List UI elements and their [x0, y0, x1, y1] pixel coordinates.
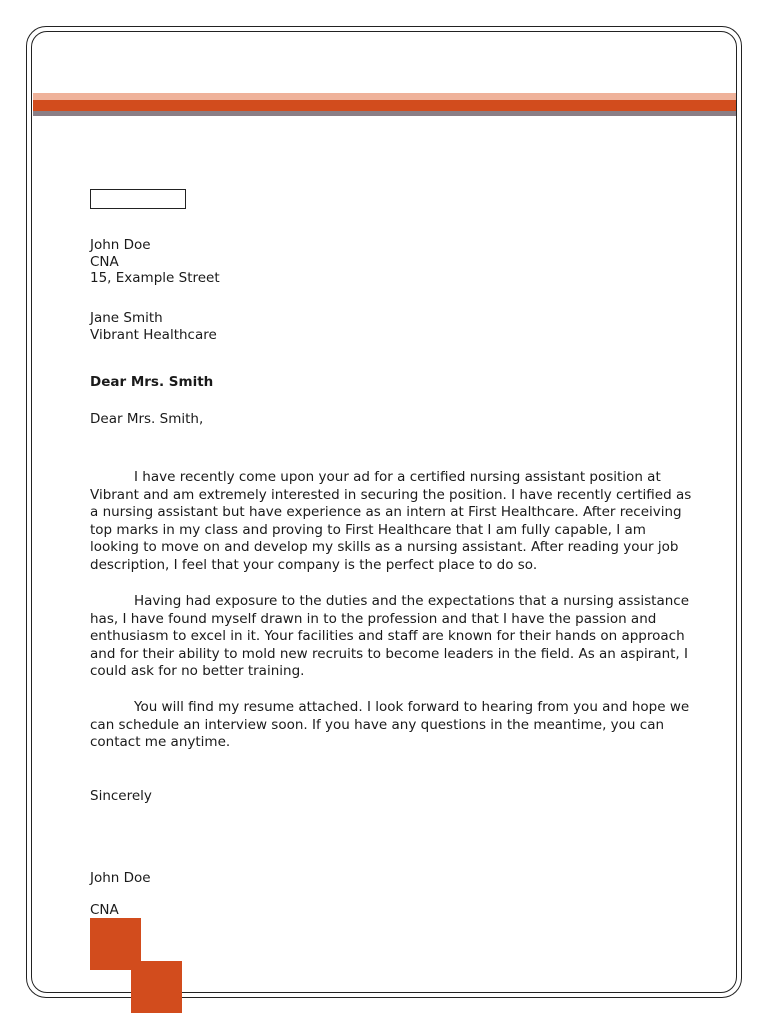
recipient-block	[90, 310, 217, 343]
header-stripe-grey	[33, 111, 736, 116]
salutation: Dear Mrs. Smith,	[90, 411, 204, 427]
closing: Sincerely	[90, 788, 152, 804]
body-paragraph-3: You will find my resume attached. I look forward to hearing from you and hope we can schedule an interview soon. If you have any questions in the meantime, you can contact me anytime.	[90, 699, 690, 751]
sender-title: CNA	[90, 253, 119, 270]
body-paragraph-1: I have recently come upon your ad for a certified nursing assistant position at Vibrant and am extremely interested in securing the position. I have recently certified as a nursing assistant but have experience as an intern at First Healthcare. After receiving top marks in my class and proving to First Healthcare that I am fully capable, I am looking to move on and develop my skills as a nursing assistant. After reading your job description, I feel that your company is the perfect place to do so.	[90, 469, 692, 573]
subject-line: Dear Mrs. Smith	[90, 374, 214, 390]
recipient-name: Jane Smith	[90, 310, 163, 326]
signature-title: CNA	[90, 902, 119, 918]
sender-address: 15, Example Street	[90, 270, 220, 286]
sender-block	[90, 237, 220, 287]
header-stripe-main	[33, 100, 736, 111]
recipient-company: Vibrant Healthcare	[90, 326, 217, 343]
signature-name: John Doe	[90, 870, 151, 886]
header-stripe-light	[33, 93, 736, 100]
date-field[interactable]	[90, 189, 186, 209]
sender-name: John Doe	[90, 237, 151, 253]
decorative-square-2	[131, 961, 182, 1013]
body-paragraph-2: Having had exposure to the duties and the expectations that a nursing assistance has, I have found myself drawn in to the profession and that I have the passion and enthusiasm to excel in it. Your facilities and staff are known for their hands on approach and for their ability to mold new recruits to become leaders in the field. As an aspirant, I could ask for no better training.	[90, 593, 690, 680]
